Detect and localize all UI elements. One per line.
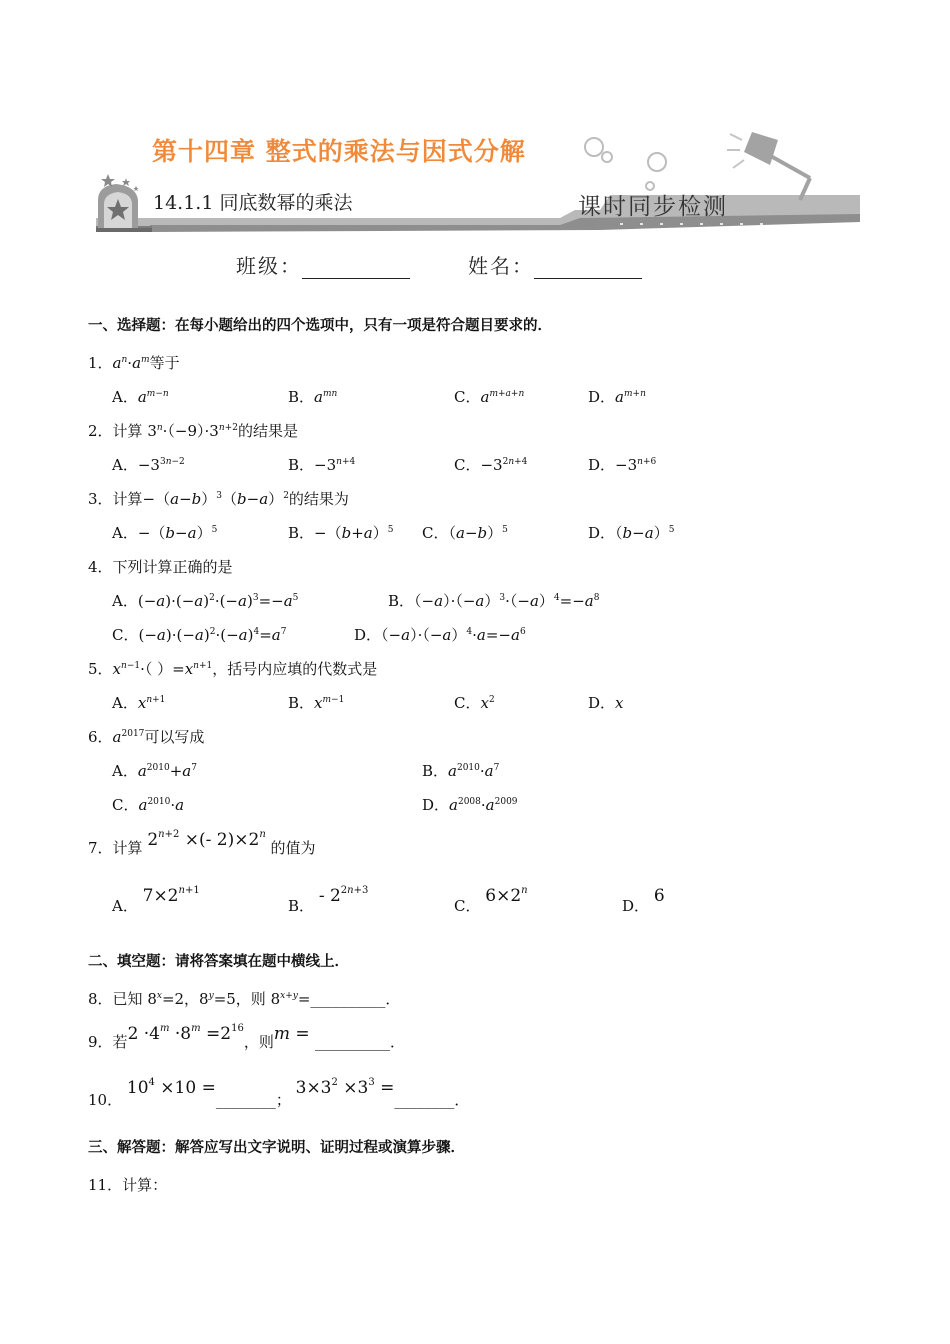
q3-option-b[interactable]: B．$-(b+a)^5$ [288,524,394,542]
question-6-options-ab [88,754,888,788]
q3-option-a[interactable]: A．$-(b-a)^5$ [112,524,218,542]
q2-option-c[interactable]: C．$-3^{2n+4}$ [454,456,528,474]
q1-option-d[interactable]: D．$a^{m+n}$ [588,388,646,406]
class-blank[interactable] [302,258,410,279]
name-blank[interactable] [534,258,642,279]
q4-option-b[interactable]: B．$(-a)\cdot(-a)^3\cdot(-a)^4=-a^8$ [388,592,600,610]
question-6: 6．$a^{2017}$可以写成 [88,728,205,746]
question-7: 7．计算 $2^{n+2}$ ×(- $2)\times 2^n$ 的值为 [88,829,316,857]
q7-option-b[interactable]: B． - $2^{2n+3}$ [288,885,369,915]
q1-option-b[interactable]: B．$a^{mn}$ [288,388,338,406]
section2-title: 二、填空题：请将答案填在题中横线上． [88,954,349,970]
q6-option-d[interactable]: D．$a^{2008}\cdot a^{2009}$ [422,796,518,814]
q2-option-d[interactable]: D．$-3^{n+6}$ [588,456,657,474]
q2-option-a[interactable]: A．$-3^{3n-2}$ [112,456,185,474]
q1-option-c[interactable]: C．$a^{m+a+n}$ [454,388,525,406]
question-5: 5．$x^{n-1}\cdot$（ ）$=x^{n+1}$，括号内应填的代数式是 [88,660,378,678]
question-4-options-ab [88,584,888,618]
name-field [468,250,642,279]
question-3: 3．计算$-(a-b)^3(b-a)^2$的结果为 [88,490,349,508]
q2-option-b[interactable]: B．$-3^{n+4}$ [288,456,356,474]
question-9: 9．若$2 \cdot 4^m \cdot 8^m =2^{16}$，则m = __________． [88,1023,406,1051]
q6-option-a[interactable]: A．$a^{2010}+a^7$ [112,762,197,780]
question-content [88,312,888,1202]
q7-option-c[interactable]: C． $6\times 2^n$ [454,885,528,915]
question-3-options [88,516,888,550]
question-11: 11．计算： [88,1176,168,1194]
class-label: 班级： [236,254,302,278]
section3-title: 三、解答题：解答应写出文字说明、证明过程或演算步骤． [88,1140,465,1156]
question-1: 1．$a^n\cdot a^m$等于 [88,354,180,372]
question-4-options-cd [88,618,888,652]
q5-option-c[interactable]: C．$x^2$ [454,694,495,712]
section1-title: 一、选择题：在每小题给出的四个选项中，只有一项是符合题目要求的． [88,318,552,334]
header-banner [0,0,950,240]
q6-option-b[interactable]: B．$a^{2010}\cdot a^7$ [422,762,500,780]
question-1-options [88,380,888,414]
name-label: 姓名： [468,254,534,278]
q5-option-a[interactable]: A．$x^{n+1}$ [112,694,166,712]
q4-option-a[interactable]: A．$(-a)\cdot(-a)^2\cdot(-a)^3=-a^5$ [112,592,299,610]
class-field [236,250,410,279]
q4-option-d[interactable]: D．$(-a)\cdot(-a)^4\cdot a=-a^6$ [354,626,526,644]
q5-option-d[interactable]: D．x [588,694,624,712]
q5-option-b[interactable]: B．$x^{m-1}$ [288,694,345,712]
q3-option-c[interactable]: C．$(a-b)^5$ [422,524,508,542]
q3-option-d[interactable]: D．$(b-a)^5$ [588,524,675,542]
chapter-title: 第十四章 整式的乘法与因式分解 [152,137,526,166]
question-2-options [88,448,888,482]
q6-option-c[interactable]: C．$a^{2010}\cdot a$ [112,796,185,814]
question-8: 8．已知 $8^x=2$，$8^y=5$，则 $8^{x+y}=\_\_\_\_\_\_\_\_\_\_$． [88,990,401,1008]
question-4: 4．下列计算正确的是 [88,558,233,576]
banner-text: 课时同步检测 [578,194,728,220]
q7-option-a[interactable]: A． $7\times 2^{n+1}$ [112,885,200,915]
q1-option-a[interactable]: A．$a^{m-n}$ [112,388,169,406]
question-7-options [88,878,888,938]
q7-option-d[interactable]: D． 6 [622,886,665,915]
question-10: 10． $10^4 \times 10$ =________； $3\times 3^2 \times 3^3$ =________． [88,1077,470,1109]
question-2: 2．计算 $3^n\cdot(-9)\cdot 3^{n+2}$的结果是 [88,422,298,440]
q4-option-c[interactable]: C．$(-a)\cdot(-a)^2\cdot(-a)^4=a^7$ [112,626,287,644]
question-5-options [88,686,888,720]
question-6-options-cd [88,788,888,822]
section-title: 14.1.1 同底数幂的乘法 [153,192,353,214]
